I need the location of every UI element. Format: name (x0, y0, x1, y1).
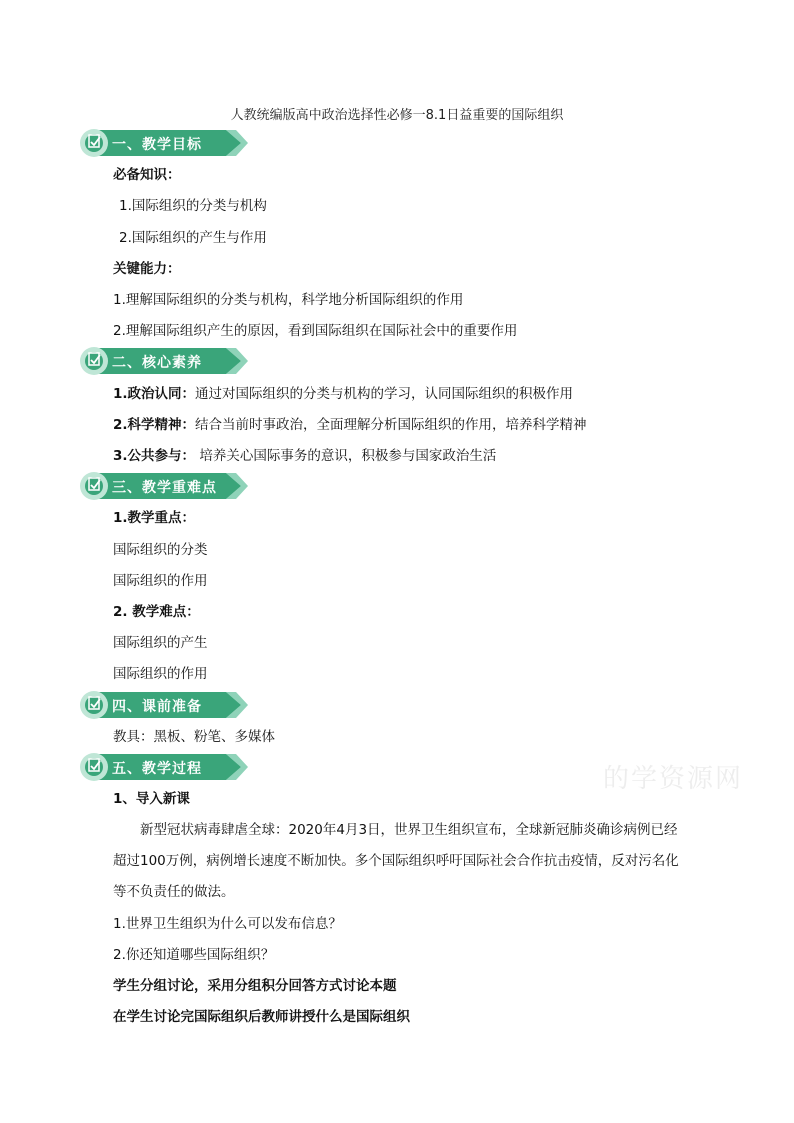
difficulty-item: 国际组织的产生 (113, 635, 208, 651)
section-header-core-literacy (78, 345, 248, 377)
section-title: 四、课前准备 (112, 699, 202, 715)
watermark: 的学资源网 (603, 764, 744, 794)
section-header-preparation (78, 689, 248, 721)
activity-line: 学生分组讨论，采用分组积分回答方式讨论本题 (113, 978, 397, 994)
difficulty-heading: 2. 教学难点： (113, 604, 200, 620)
knowledge-item: 1.国际组织的分类与机构 (119, 198, 267, 214)
literacy-item (113, 416, 587, 434)
activity-line: 在学生讨论完国际组织后教师讲授什么是国际组织 (113, 1009, 410, 1025)
intro-text: 新型冠状病毒肆虐全球：2020年4月3日，世界卫生组织宣布，全球新冠肺炎确诊病例已经超过100万例，病例增长速度不断加快。多个国际组织呼吁国际社会合作抗击疫情，反对污名化等不负责任的做法。 (113, 822, 679, 900)
checkmark-icon (88, 352, 102, 368)
focus-heading: 1.教学重点： (113, 510, 196, 526)
checkmark-icon (88, 134, 102, 150)
checkmark-icon (88, 696, 102, 712)
question-item: 1.世界卫生组织为什么可以发布信息？ (113, 916, 342, 932)
intro-paragraph (113, 815, 683, 908)
focus-item: 国际组织的分类 (113, 542, 208, 558)
literacy-label: 3.公共参与： (113, 448, 196, 464)
knowledge-item: 2.国际组织的产生与作用 (119, 230, 267, 246)
section-header-teaching-process (78, 751, 248, 783)
question-item: 2.你还知道哪些国际组织？ (113, 947, 275, 963)
focus-item: 国际组织的作用 (113, 573, 208, 589)
document-title: 人教统编版高中政治选择性必修一8.1日益重要的国际组织 (230, 108, 564, 123)
ability-item: 2.理解国际组织产生的原因，看到国际组织在国际社会中的重要作用 (113, 323, 518, 339)
literacy-text: 培养关心国际事务的意识，积极参与国家政治生活 (195, 448, 497, 464)
ability-heading: 关键能力： (113, 261, 181, 277)
literacy-text: 结合当前时事政治，全面理解分析国际组织的作用，培养科学精神 (195, 417, 587, 433)
checkmark-icon (88, 477, 102, 493)
step-heading: 1、导入新课 (113, 791, 190, 807)
literacy-label: 1.政治认同： (113, 386, 196, 402)
section-title: 五、教学过程 (112, 761, 202, 777)
checkmark-icon (88, 758, 102, 774)
section-header-teaching-goals (78, 127, 248, 159)
section-title: 一、教学目标 (112, 137, 202, 153)
knowledge-heading: 必备知识： (113, 167, 181, 183)
literacy-item (113, 447, 496, 465)
literacy-item (113, 385, 573, 403)
literacy-text: 通过对国际组织的分类与机构的学习，认同国际组织的积极作用 (195, 386, 574, 402)
literacy-label: 2.科学精神： (113, 417, 196, 433)
section-title: 二、核心素养 (112, 355, 202, 371)
ability-item: 1.理解国际组织的分类与机构，科学地分析国际组织的作用 (113, 292, 464, 308)
section-title: 三、教学重难点 (112, 480, 217, 496)
tools-line: 教具：黑板、粉笔、多媒体 (113, 729, 275, 745)
difficulty-item: 国际组织的作用 (113, 666, 208, 682)
section-header-key-difficult-points (78, 470, 248, 502)
